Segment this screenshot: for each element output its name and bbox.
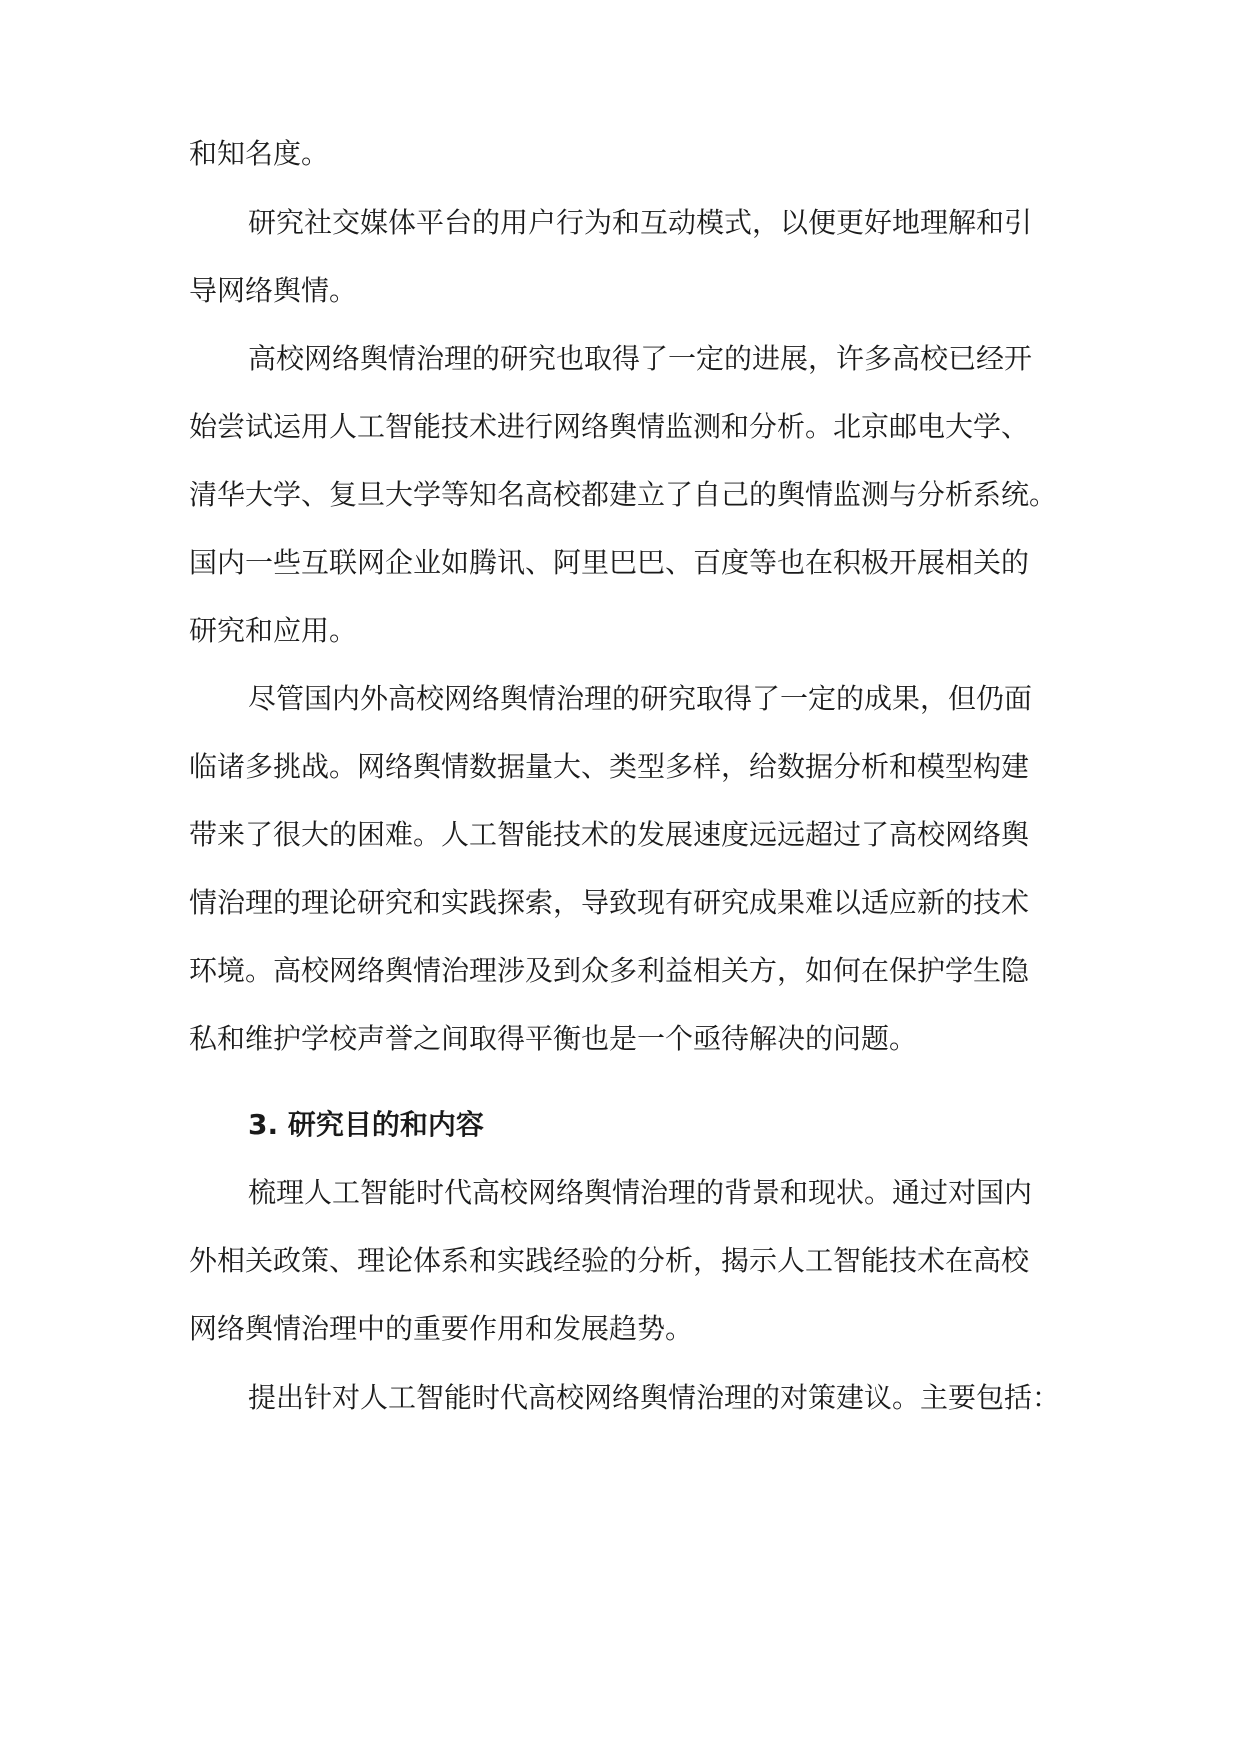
text-line: 情治理的理论研究和实践探索，导致现有研究成果难以适应新的技术 xyxy=(189,886,1030,919)
paragraph-first-line: 研究社交媒体平台的用户行为和互动模式，以便更好地理解和引 xyxy=(248,206,1033,239)
text-line: 网络舆情治理中的重要作用和发展趋势。 xyxy=(189,1312,694,1345)
paragraph-first-line: 梳理人工智能时代高校网络舆情治理的背景和现状。通过对国内 xyxy=(248,1176,1033,1209)
text-line: 始尝试运用人工智能技术进行网络舆情监测和分析。北京邮电大学、 xyxy=(189,410,1030,443)
text-line: 临诸多挑战。网络舆情数据量大、类型多样，给数据分析和模型构建 xyxy=(189,750,1030,783)
text-line: 外相关政策、理论体系和实践经验的分析，揭示人工智能技术在高校 xyxy=(189,1244,1030,1277)
paragraph-first-line: 提出针对人工智能时代高校网络舆情治理的对策建议。主要包括： xyxy=(248,1381,1061,1414)
text-line: 国内一些互联网企业如腾讯、阿里巴巴、百度等也在积极开展相关的 xyxy=(189,546,1030,579)
text-line: 私和维护学校声誉之间取得平衡也是一个亟待解决的问题。 xyxy=(189,1022,918,1055)
paragraph-first-line: 尽管国内外高校网络舆情治理的研究取得了一定的成果，但仍面 xyxy=(248,682,1033,715)
text-line: 环境。高校网络舆情治理涉及到众多利益相关方，如何在保护学生隐 xyxy=(189,954,1030,987)
text-line: 清华大学、复旦大学等知名高校都建立了自己的舆情监测与分析系统。 xyxy=(189,478,1058,511)
text-line: 研究和应用。 xyxy=(189,614,358,647)
paragraph-first-line: 高校网络舆情治理的研究也取得了一定的进展，许多高校已经开 xyxy=(248,342,1033,375)
text-line: 和知名度。 xyxy=(189,137,330,170)
section-heading: 3. 研究目的和内容 xyxy=(248,1108,484,1141)
text-line: 带来了很大的困难。人工智能技术的发展速度远远超过了高校网络舆 xyxy=(189,818,1030,851)
text-line: 导网络舆情。 xyxy=(189,274,358,307)
